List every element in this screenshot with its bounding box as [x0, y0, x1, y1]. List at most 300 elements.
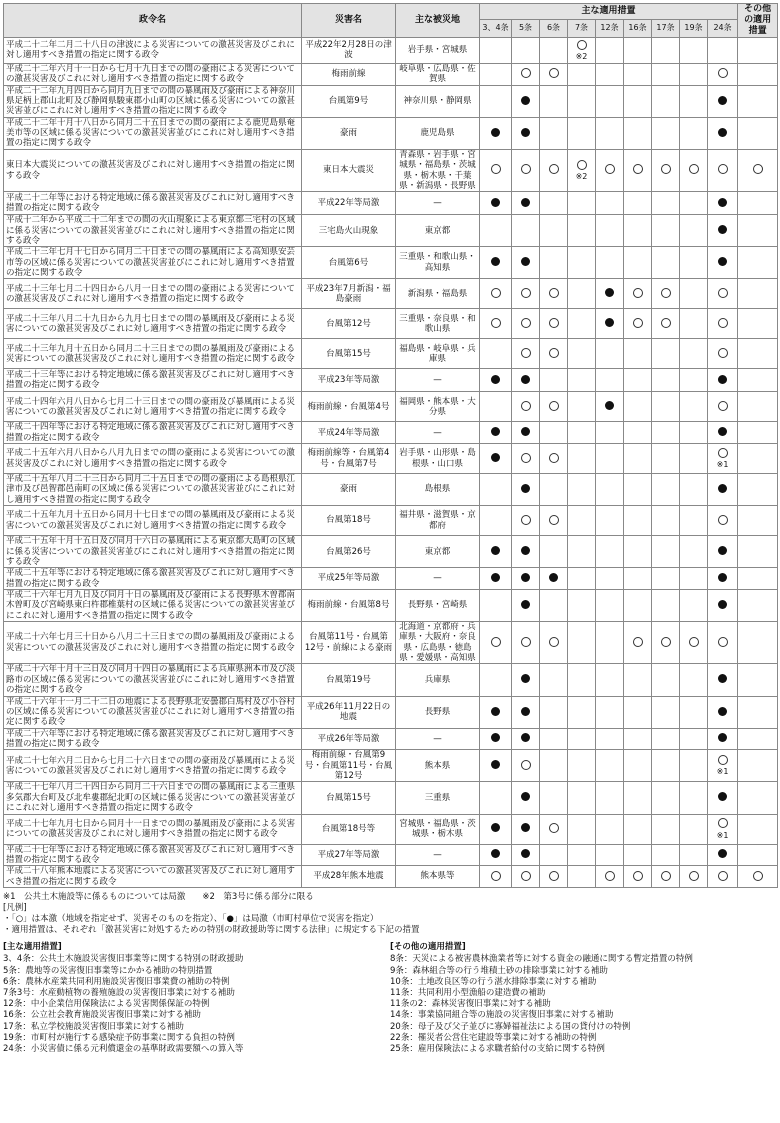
measure-cell [512, 536, 540, 568]
ordinance-name: 平成二十八年熊本地震による災害についての激甚災害及びこれに対し適用すべき措置の指定に関する政令 [4, 866, 302, 888]
general-designation-mark [549, 318, 559, 328]
measure-cell [624, 696, 652, 728]
measure-cell [708, 85, 738, 117]
measure-cell [680, 589, 708, 621]
measure-cell [652, 392, 680, 422]
header-col: 17条 [652, 19, 680, 37]
ordinance-name: 平成二十四年六月八日から七月二十三日までの間の豪雨及び暴風雨による災害についての激甚災害及びこれに対し適用すべき措置の指定に関する政令 [4, 392, 302, 422]
measure-cell [680, 844, 708, 866]
measure-cell [738, 117, 778, 149]
measure-cell [738, 844, 778, 866]
ordinance-name: 平成二十七年九月七日から同月十一日までの間の暴風雨及び豪雨による災害についての激甚災害及びこれに対し適用すべき措置の指定に関する政令 [4, 814, 302, 844]
local-designation-mark [718, 128, 727, 137]
measure-cell [568, 506, 596, 536]
measure-cell [708, 782, 738, 814]
measure-cell [540, 568, 568, 590]
local-designation-mark [718, 792, 727, 801]
measure-cell [738, 85, 778, 117]
measure-cell [738, 728, 778, 750]
affected-area: — [396, 192, 480, 215]
measure-cell [540, 622, 568, 664]
ordinance-name: 平成二十三年等における特定地域に係る激甚災害及びこれに対し適用すべき措置の指定に関する政令 [4, 369, 302, 392]
measure-cell [708, 422, 738, 444]
measure-cell [652, 37, 680, 63]
measure-cell [738, 444, 778, 474]
affected-area: 岩手県・山形県・島根県・山口県 [396, 444, 480, 474]
measure-cell [652, 664, 680, 696]
measure-cell [596, 696, 624, 728]
measure-cell [708, 444, 738, 474]
disaster-name: 三宅島火山現象 [302, 215, 396, 247]
measure-cell [480, 536, 512, 568]
affected-area: — [396, 568, 480, 590]
general-designation-mark [549, 348, 559, 358]
measure-cell [596, 247, 624, 279]
general-designation-mark [549, 515, 559, 525]
affected-area: 神奈川県・静岡県 [396, 85, 480, 117]
measure-cell [540, 696, 568, 728]
measure-cell [540, 117, 568, 149]
measure-cell [652, 422, 680, 444]
measure-cell [568, 309, 596, 339]
general-designation-mark [661, 637, 671, 647]
general-designation-mark [718, 318, 728, 328]
general-designation-mark [549, 453, 559, 463]
general-designation-mark [521, 288, 531, 298]
table-row [4, 85, 778, 117]
measure-cell [738, 866, 778, 888]
footnote-ref: ※1 [716, 830, 729, 840]
ordinance-name: 平成二十三年八月二十九日から九月七日までの間の暴風雨及び豪雨による災害についての激甚災害及びこれに対し適用すべき措置の指定に関する政令 [4, 309, 302, 339]
measure-cell [480, 149, 512, 191]
legend-item: 12条：中小企業信用保険法による災害関係保証の特例 [3, 999, 210, 1010]
disaster-name: 台風第18号等 [302, 814, 396, 844]
disaster-name: 東日本大震災 [302, 149, 396, 191]
measure-cell [540, 422, 568, 444]
measure-cell [512, 750, 540, 782]
measure-cell [512, 728, 540, 750]
measure-cell [708, 339, 738, 369]
measure-cell [680, 782, 708, 814]
measure-cell [680, 750, 708, 782]
measure-cell [568, 215, 596, 247]
measure-cell [512, 85, 540, 117]
measure-cell [708, 309, 738, 339]
local-designation-mark [491, 546, 500, 555]
measure-cell [708, 369, 738, 392]
local-designation-mark [718, 427, 727, 436]
measure-cell [480, 339, 512, 369]
measure-cell [540, 750, 568, 782]
disaster-name: 台風第18号 [302, 506, 396, 536]
measure-cell [512, 782, 540, 814]
general-designation-mark [491, 637, 501, 647]
table-row [4, 506, 778, 536]
measure-cell [512, 589, 540, 621]
measure-cell [738, 568, 778, 590]
measure-cell [568, 37, 596, 63]
affected-area: 三重県・奈良県・和歌山県 [396, 309, 480, 339]
affected-area: 福岡県・熊本県・大分県 [396, 392, 480, 422]
measure-cell [708, 814, 738, 844]
measure-cell [624, 474, 652, 506]
general-designation-mark [521, 164, 531, 174]
legend-other-title: [その他の適用措置] [390, 942, 466, 953]
disaster-name: 平成26年11月22日の地震 [302, 696, 396, 728]
local-designation-mark [491, 198, 500, 207]
local-designation-mark [718, 198, 727, 207]
affected-area: 三重県 [396, 782, 480, 814]
ordinance-name: 平成二十六年七月三十日から八月二十三日までの間の暴風雨及び豪雨による災害についての激甚災害及びこれに対し適用すべき措置の指定に関する政令 [4, 622, 302, 664]
general-designation-mark [718, 818, 728, 828]
table-row [4, 149, 778, 191]
measure-cell [624, 622, 652, 664]
measure-cell [738, 392, 778, 422]
measure-cell [540, 309, 568, 339]
measure-cell [480, 506, 512, 536]
general-designation-mark [491, 288, 501, 298]
measure-cell [480, 622, 512, 664]
measure-cell [568, 422, 596, 444]
measure-cell [480, 814, 512, 844]
measure-cell [708, 696, 738, 728]
measure-cell [738, 750, 778, 782]
measure-cell [480, 247, 512, 279]
general-designation-mark [689, 637, 699, 647]
measure-cell [540, 37, 568, 63]
table-body [4, 37, 778, 887]
table-row [4, 37, 778, 63]
measure-cell [512, 568, 540, 590]
measure-cell [596, 63, 624, 85]
header-col: 19条 [680, 19, 708, 37]
legend-item: 3、4条：公共土木施設災害復旧事業等に関する特別の財政援助 [3, 954, 244, 965]
disaster-name: 台風第12号 [302, 309, 396, 339]
general-designation-mark [718, 448, 728, 458]
measure-cell [652, 309, 680, 339]
header-col: 12条 [596, 19, 624, 37]
ordinance-name: 平成二十五年等における特定地域に係る激甚災害及びこれに対し適用すべき措置の指定に関する政令 [4, 568, 302, 590]
general-designation-mark [689, 164, 699, 174]
measure-cell [708, 506, 738, 536]
local-designation-mark [491, 375, 500, 384]
measure-cell [540, 85, 568, 117]
measure-cell [568, 339, 596, 369]
measure-cell [540, 844, 568, 866]
note-legend-marks: ・「○」は本激（地域を指定せず、災害そのものを指定）、「●」は局激（市町村単位で災害を指定） [3, 914, 379, 925]
table-row [4, 568, 778, 590]
measure-cell [624, 782, 652, 814]
measure-cell [596, 782, 624, 814]
measure-cell [680, 506, 708, 536]
local-designation-mark [521, 792, 530, 801]
disaster-name: 梅雨前線・台風第8号 [302, 589, 396, 621]
ordinance-name: 平成二十二年九月四日から同月九日までの間の暴風雨及び豪雨による神奈川県足柄上郡山北町及び静岡県駿東郡小山町の区域に係る災害についての激甚災害並びにこれに対し適用すべき措置の指定に関する政令 [4, 85, 302, 117]
measure-cell [480, 844, 512, 866]
measure-cell [480, 728, 512, 750]
measure-cell [708, 622, 738, 664]
measure-cell [624, 149, 652, 191]
local-designation-mark [718, 707, 727, 716]
legend-columns [3, 942, 777, 1055]
measure-cell [512, 444, 540, 474]
header-col: 3、4条 [480, 19, 512, 37]
measure-cell [512, 866, 540, 888]
general-designation-mark [521, 453, 531, 463]
measure-cell [596, 728, 624, 750]
local-designation-mark [491, 733, 500, 742]
table-row [4, 215, 778, 247]
footnote-ref: ※1 [716, 460, 729, 470]
measure-cell [480, 309, 512, 339]
measure-cell [680, 474, 708, 506]
local-designation-mark [521, 546, 530, 555]
measure-cell [480, 568, 512, 590]
measure-cell [480, 85, 512, 117]
measure-cell [568, 192, 596, 215]
ordinance-name: 平成二十二年六月十一日から七月十九日までの間の豪雨による災害についての激甚災害及びこれに対し適用すべき措置の指定に関する政令 [4, 63, 302, 85]
disaster-name: 平成25年等局激 [302, 568, 396, 590]
measure-cell [624, 728, 652, 750]
measure-cell [680, 339, 708, 369]
measure-cell [652, 866, 680, 888]
legend-item: 24条：小災害債に係る元利償還金の基準財政需要額への算入等 [3, 1044, 244, 1055]
measure-cell [680, 866, 708, 888]
measure-cell [480, 63, 512, 85]
table-row [4, 866, 778, 888]
affected-area: — [396, 422, 480, 444]
measure-cell [596, 622, 624, 664]
measure-cell [480, 369, 512, 392]
ordinance-name: 平成二十七年等における特定地域に係る激甚災害及びこれに対し適用すべき措置の指定に関する政令 [4, 844, 302, 866]
local-designation-mark [718, 674, 727, 683]
measure-cell [738, 369, 778, 392]
general-designation-mark [549, 68, 559, 78]
measure-cell [708, 215, 738, 247]
header-area: 主な被災地 [396, 4, 480, 38]
disaster-name: 梅雨前線・台風第4号 [302, 392, 396, 422]
ordinance-name: 平成二十六年七月九日及び同月十日の暴風雨及び豪雨による長野県木曽郡南木曽町及び宮崎県東臼杵郡椎葉村の区域に係る災害についての激甚災害並びにこれに対し適用すべき措置の指定に関する政令 [4, 589, 302, 621]
ordinance-name: 平成二十五年九月十五日から同月十七日までの間の暴風雨及び豪雨による災害についての激甚災害及びこれに対し適用すべき措置の指定に関する政令 [4, 506, 302, 536]
measure-cell [652, 506, 680, 536]
measure-cell [480, 392, 512, 422]
general-designation-mark [521, 871, 531, 881]
measure-cell [540, 866, 568, 888]
affected-area: 鹿児島県 [396, 117, 480, 149]
measure-cell [540, 814, 568, 844]
local-designation-mark [521, 198, 530, 207]
measure-cell [624, 392, 652, 422]
measure-cell [680, 622, 708, 664]
measure-cell [596, 149, 624, 191]
measure-cell [680, 63, 708, 85]
general-designation-mark [605, 164, 615, 174]
measure-cell [596, 444, 624, 474]
general-designation-mark [491, 164, 501, 174]
measure-cell [480, 750, 512, 782]
measure-cell [652, 85, 680, 117]
measure-cell [680, 444, 708, 474]
local-designation-mark [491, 707, 500, 716]
measure-cell [568, 369, 596, 392]
measure-cell [512, 247, 540, 279]
measure-cell [540, 782, 568, 814]
measure-cell [512, 696, 540, 728]
header-other: その他の適用措置 [738, 4, 778, 38]
table-row [4, 728, 778, 750]
measure-cell [568, 247, 596, 279]
measure-cell [568, 814, 596, 844]
general-designation-mark [549, 288, 559, 298]
disaster-name: 梅雨前線 [302, 63, 396, 85]
footnote-ref: ※2 [575, 52, 588, 61]
measure-cell [596, 664, 624, 696]
measure-cell [624, 309, 652, 339]
measure-cell [480, 664, 512, 696]
measure-cell [652, 247, 680, 279]
ordinance-name: 平成二十二年二月二十八日の津波による災害についての激甚災害及びこれに対し適用すべき措置の指定に関する政令 [4, 37, 302, 63]
disaster-name: 台風第26号 [302, 536, 396, 568]
note-legend-title: [凡例] [3, 903, 27, 913]
legend-item: 9条：森林組合等の行う堆積土砂の排除事業に対する補助 [390, 965, 608, 976]
general-designation-mark [521, 637, 531, 647]
measure-cell [680, 247, 708, 279]
ordinance-name: 平成二十二年十月十八日から同月二十五日までの間の豪雨による鹿児島県奄美市等の区域に係る災害についての激甚災害並びにこれに対し適用すべき措置の指定に関する政令 [4, 117, 302, 149]
table-row [4, 696, 778, 728]
disaster-name: 平成23年等局激 [302, 369, 396, 392]
measure-cell [480, 37, 512, 63]
measure-cell [568, 866, 596, 888]
measure-cell [512, 392, 540, 422]
measure-cell [738, 589, 778, 621]
measure-cell [680, 728, 708, 750]
measure-cell [512, 422, 540, 444]
measure-cell [568, 664, 596, 696]
measure-cell [680, 536, 708, 568]
measure-cell [708, 866, 738, 888]
measure-cell [512, 814, 540, 844]
local-designation-mark [718, 733, 727, 742]
measure-cell [568, 844, 596, 866]
measure-cell [708, 536, 738, 568]
footnote-ref: ※1 [716, 767, 729, 777]
local-designation-mark [491, 257, 500, 266]
measure-cell [652, 728, 680, 750]
measure-cell [738, 474, 778, 506]
header-disaster: 災害名 [302, 4, 396, 38]
ordinance-name: 平成十二年から平成二十二年までの間の火山現象による東京都三宅村の区域に係る災害についての激甚災害並びにこれに対し適用すべき措置の指定に関する政令 [4, 215, 302, 247]
general-designation-mark [718, 164, 728, 174]
affected-area: 長野県 [396, 696, 480, 728]
measure-cell [596, 279, 624, 309]
measure-cell [480, 192, 512, 215]
measure-cell [680, 215, 708, 247]
affected-area: 熊本県 [396, 750, 480, 782]
measure-cell [624, 247, 652, 279]
measure-cell [738, 192, 778, 215]
table-row [4, 622, 778, 664]
measure-cell [568, 474, 596, 506]
measure-cell [738, 149, 778, 191]
measure-cell [738, 622, 778, 664]
general-designation-mark [549, 871, 559, 881]
measure-cell [512, 149, 540, 191]
measure-cell [540, 664, 568, 696]
measure-cell [596, 589, 624, 621]
measure-cell [708, 392, 738, 422]
local-designation-mark [521, 849, 530, 858]
measure-cell [652, 814, 680, 844]
local-designation-mark [521, 484, 530, 493]
measure-cell [540, 506, 568, 536]
legend-item: 11条：共同利用小型漁船の建造費の補助 [390, 988, 546, 999]
measure-cell [540, 215, 568, 247]
measure-cell [568, 589, 596, 621]
measure-cell [652, 536, 680, 568]
table-row [4, 279, 778, 309]
measure-cell [568, 536, 596, 568]
measure-cell [708, 279, 738, 309]
general-designation-mark [491, 318, 501, 328]
measure-cell [596, 750, 624, 782]
general-designation-mark [718, 401, 728, 411]
general-designation-mark [605, 871, 615, 881]
ordinance-name: 平成二十七年八月二十四日から同月二十六日までの間の暴風雨による三重県多気郡大台町及び北牟婁郡紀北町の区域に係る災害についての激甚災害並びにこれに対し適用すべき措置の指定に関する政令 [4, 782, 302, 814]
affected-area: 岐阜県・広島県・佐賀県 [396, 63, 480, 85]
measure-cell [624, 536, 652, 568]
measure-cell [540, 369, 568, 392]
measure-cell [680, 392, 708, 422]
measure-cell [652, 192, 680, 215]
measure-cell [568, 392, 596, 422]
local-designation-mark [521, 707, 530, 716]
measure-cell [680, 85, 708, 117]
legend-other [390, 942, 777, 1055]
legend-item: 7条3号：水産動植物の養殖施設の災害復旧事業に対する補助 [3, 988, 235, 999]
measure-cell [738, 63, 778, 85]
measure-cell [708, 117, 738, 149]
legend-item: 25条：雇用保険法による求職者給付の支給に関する特例 [390, 1044, 605, 1055]
legend-item: 22条：罹災者公営住宅建設等事業に対する補助の特例 [390, 1032, 597, 1043]
measure-cell [512, 279, 540, 309]
measure-cell [480, 782, 512, 814]
table-row [4, 750, 778, 782]
ordinance-name: 平成二十六年等における特定地域に係る激甚災害及びこれに対し適用すべき措置の指定に関する政令 [4, 728, 302, 750]
measure-cell [738, 782, 778, 814]
general-designation-mark [718, 288, 728, 298]
general-designation-mark [718, 68, 728, 78]
ordinance-name: 平成二十三年九月十五日から同月二十三日までの間の暴風雨及び豪雨による災害についての激甚災害及びこれに対し適用すべき措置の指定に関する政令 [4, 339, 302, 369]
general-designation-mark [521, 515, 531, 525]
disaster-name: 梅雨前線・台風第9号・台風第11号・台風第12号 [302, 750, 396, 782]
measure-cell [680, 37, 708, 63]
general-designation-mark [633, 871, 643, 881]
measure-cell [680, 422, 708, 444]
measure-cell [680, 309, 708, 339]
general-designation-mark [718, 348, 728, 358]
affected-area: 宮城県・福島県・茨城県・栃木県 [396, 814, 480, 844]
general-designation-mark [521, 760, 531, 770]
legend-item: 17条：私立学校施設災害復旧事業に対する補助 [3, 1021, 184, 1032]
table-row [4, 814, 778, 844]
general-designation-mark [521, 68, 531, 78]
legend-main-title: [主な適用措置] [3, 942, 62, 953]
affected-area: 青森県・岩手県・宮城県・福島県・茨城県・栃木県・千葉県・新潟県・長野県 [396, 149, 480, 191]
table-row [4, 474, 778, 506]
general-designation-mark [633, 637, 643, 647]
measure-cell [512, 369, 540, 392]
measure-cell [624, 422, 652, 444]
